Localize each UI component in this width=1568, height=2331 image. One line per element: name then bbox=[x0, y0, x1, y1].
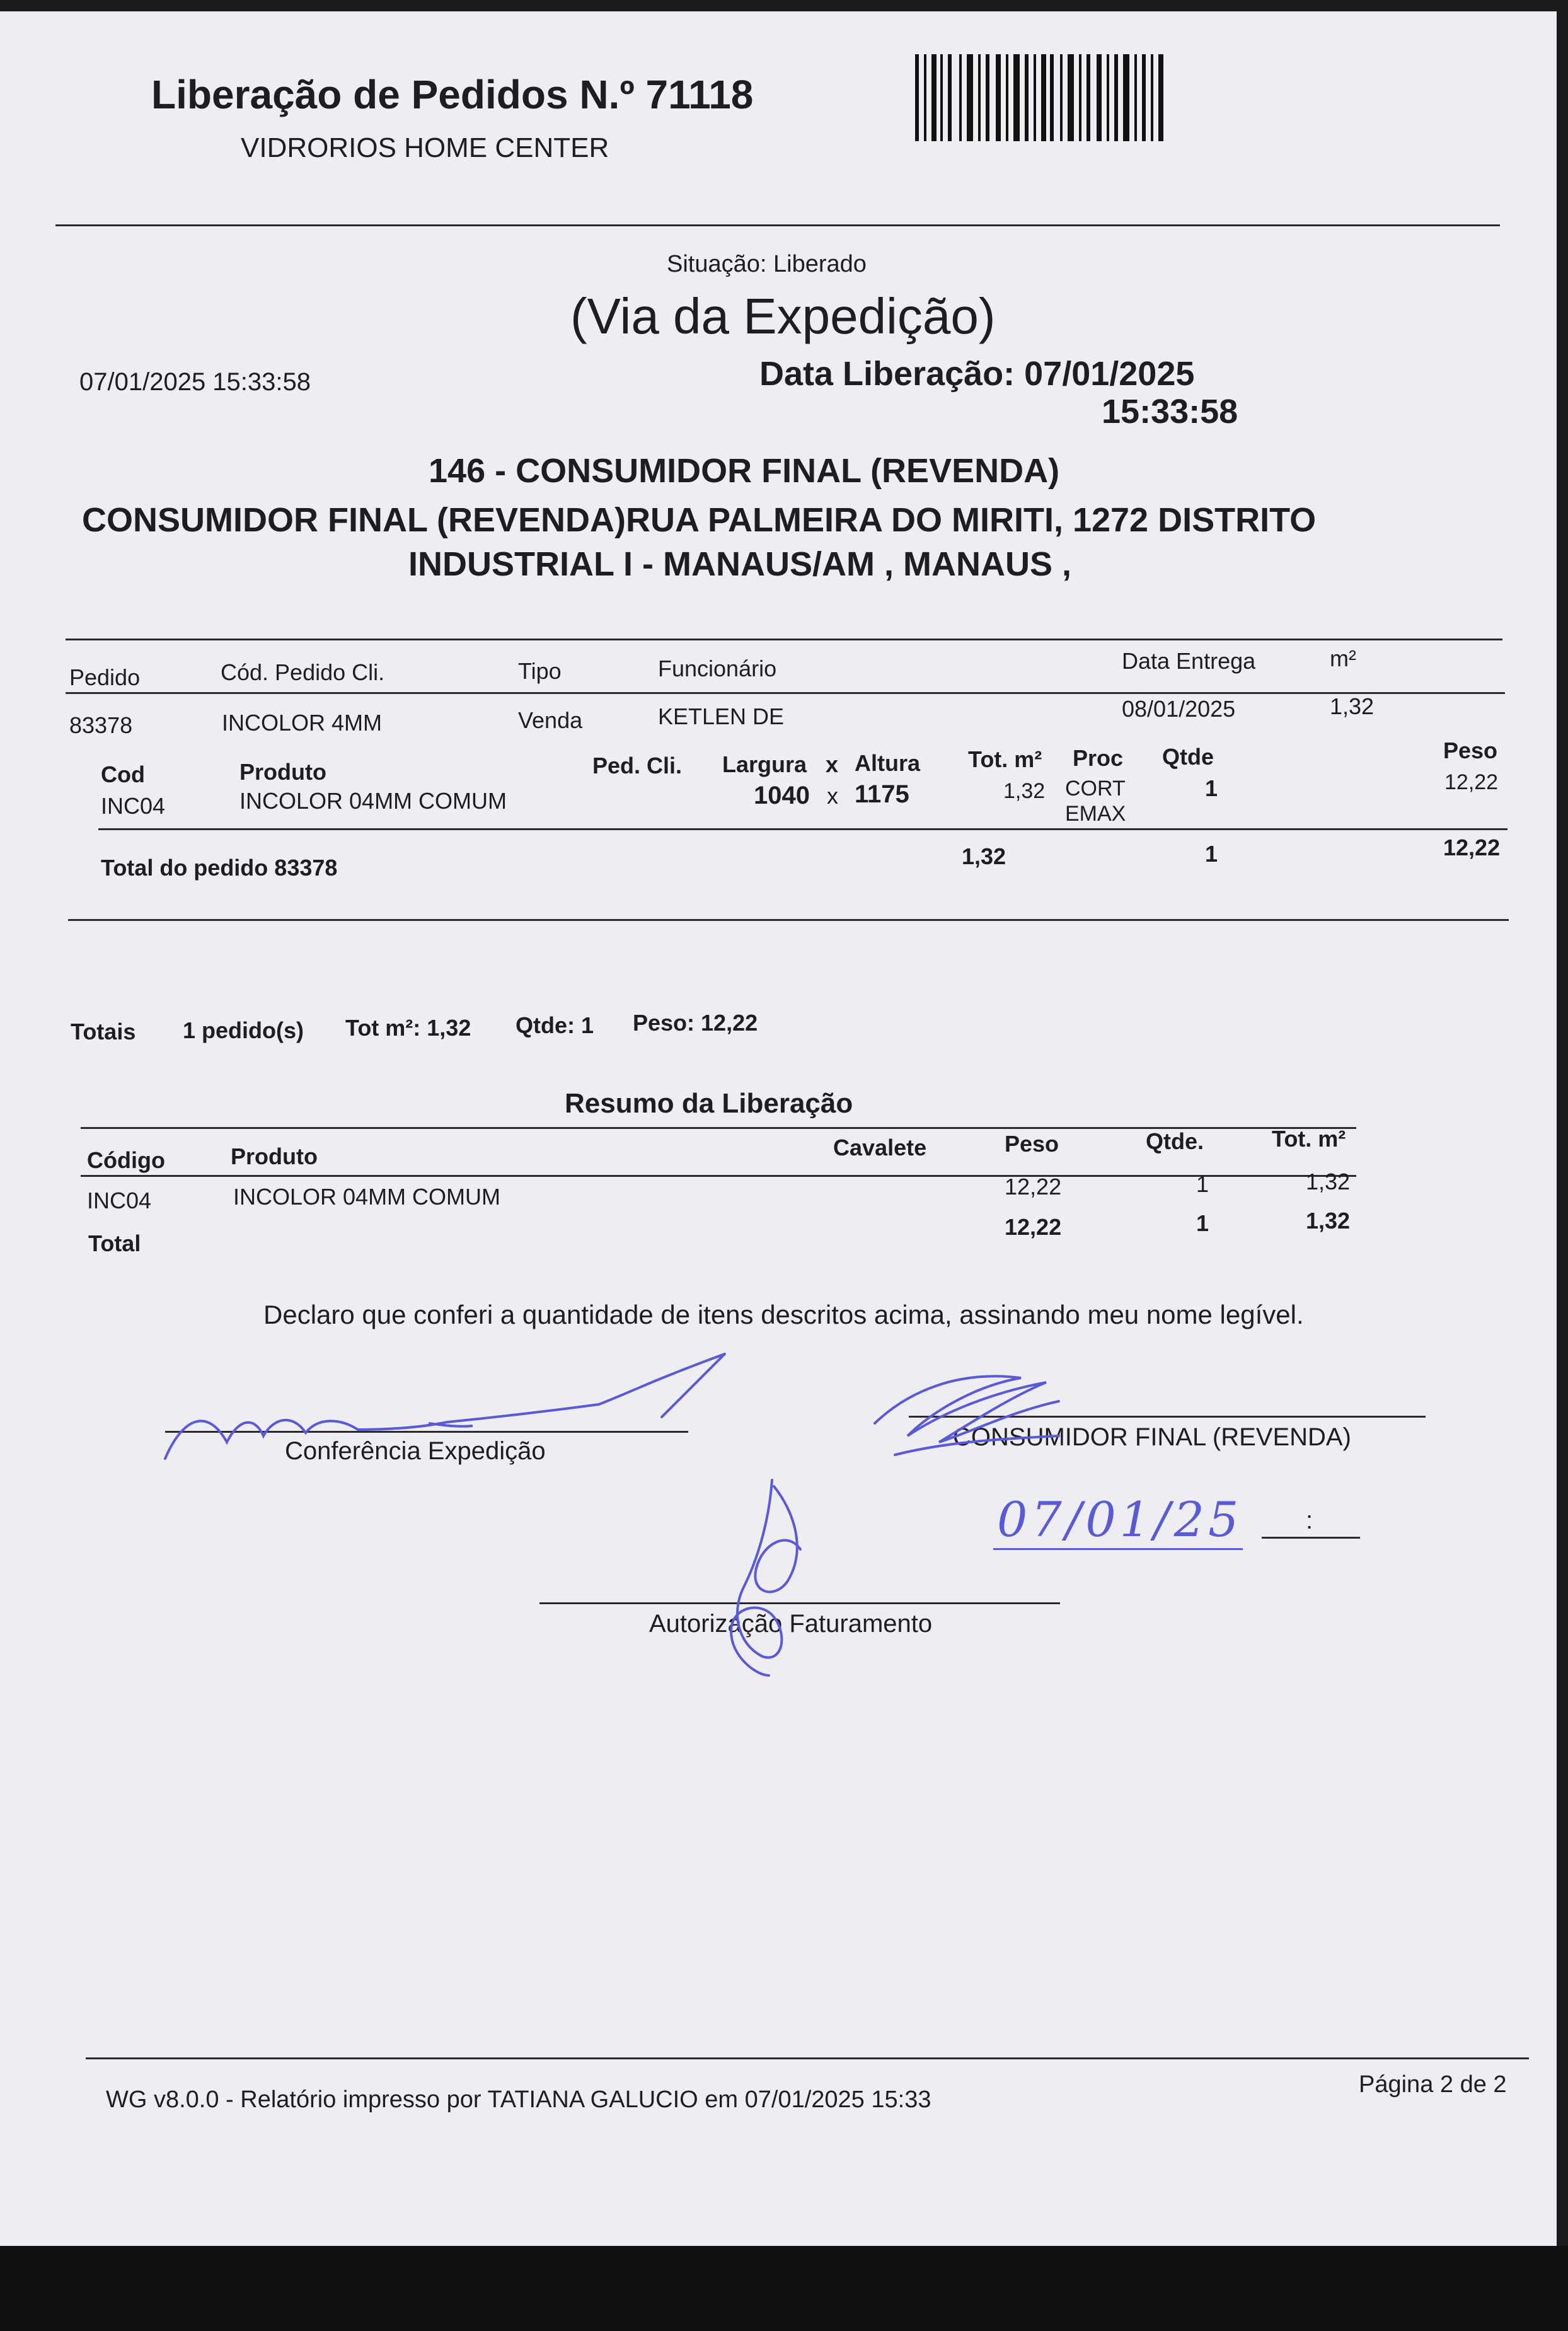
col-cod: Cod bbox=[101, 761, 145, 787]
scan-border bbox=[0, 2246, 1568, 2331]
col-x: x bbox=[826, 751, 839, 777]
summary-title: Resumo da Liberação bbox=[565, 1088, 853, 1119]
summary-qtde: 1 bbox=[1196, 1171, 1209, 1197]
summary-col-tot-m2: Tot. m² bbox=[1272, 1126, 1346, 1152]
summary-total-qtde: 1 bbox=[1196, 1210, 1209, 1236]
conferencia-label: Conferência Expedição bbox=[285, 1437, 546, 1465]
order-table-bottom-rule bbox=[68, 919, 1509, 921]
summary-codigo: INC04 bbox=[87, 1188, 152, 1213]
summary-col-cavalete: Cavalete bbox=[833, 1135, 927, 1160]
order-table-header-rule bbox=[66, 692, 1505, 694]
cell-cod-pedido-cli: INCOLOR 4MM bbox=[222, 710, 383, 736]
declaration-text: Declaro que conferi a quantidade de itens descritos acima, assinando meu nome legível. bbox=[263, 1300, 1304, 1329]
document-page bbox=[0, 11, 1557, 2246]
footer-page-number: Página 2 de 2 bbox=[1359, 2071, 1507, 2098]
cell-m2: 1,32 bbox=[1330, 693, 1375, 719]
item-tot-m2: 1,32 bbox=[1003, 779, 1046, 803]
summary-total-tot-m2: 1,32 bbox=[1306, 1208, 1351, 1234]
item-peso: 12,22 bbox=[1444, 770, 1499, 794]
printed-datetime: 07/01/2025 15:33:58 bbox=[79, 368, 311, 396]
col-ped-cli: Ped. Cli. bbox=[592, 753, 683, 778]
col-m2: m² bbox=[1330, 645, 1356, 671]
summary-peso: 12,22 bbox=[1005, 1174, 1062, 1200]
time-line bbox=[1262, 1537, 1360, 1539]
col-cod-pedido-cli: Cód. Pedido Cli. bbox=[221, 659, 385, 685]
time-separator: : bbox=[1306, 1507, 1313, 1534]
item-total-rule bbox=[98, 828, 1507, 830]
order-total-peso: 12,22 bbox=[1443, 835, 1501, 860]
footer-printed-by: WG v8.0.0 - Relatório impresso por TATIANA GALUCIO em 07/01/2025 15:33 bbox=[106, 2086, 931, 2113]
totals-m2: Tot m²: 1,32 bbox=[345, 1015, 471, 1041]
autorizacao-label: Autorização Faturamento bbox=[649, 1610, 933, 1638]
cell-tipo: Venda bbox=[518, 707, 583, 733]
conferencia-signature bbox=[158, 1348, 737, 1474]
summary-tot-m2: 1,32 bbox=[1306, 1169, 1351, 1194]
summary-produto: INCOLOR 04MM COMUM bbox=[233, 1184, 501, 1210]
order-total-m2: 1,32 bbox=[962, 843, 1006, 869]
item-altura: 1175 bbox=[855, 780, 909, 808]
item-x: x bbox=[827, 783, 838, 809]
item-qtde: 1 bbox=[1205, 775, 1218, 801]
summary-col-qtde: Qtde. bbox=[1146, 1128, 1204, 1154]
header-divider bbox=[55, 224, 1500, 226]
col-data-entrega: Data Entrega bbox=[1122, 648, 1256, 674]
consumidor-label: CONSUMIDOR FINAL (REVENDA) bbox=[953, 1423, 1351, 1451]
col-peso: Peso bbox=[1443, 737, 1498, 763]
col-tot-m2: Tot. m² bbox=[968, 746, 1042, 772]
summary-col-produto: Produto bbox=[231, 1143, 318, 1169]
col-produto: Produto bbox=[239, 759, 326, 785]
release-time: 15:33:58 bbox=[1102, 393, 1238, 431]
item-produto: INCOLOR 04MM COMUM bbox=[239, 788, 507, 814]
cell-funcionario: KETLEN DE bbox=[658, 703, 785, 729]
col-pedido: Pedido bbox=[69, 664, 141, 690]
summary-total-label: Total bbox=[88, 1230, 141, 1256]
order-table-top-rule bbox=[66, 639, 1502, 640]
item-proc-line1: CORT bbox=[1065, 777, 1126, 801]
autorizacao-signature bbox=[712, 1474, 813, 1688]
item-largura: 1040 bbox=[754, 782, 810, 809]
col-proc: Proc bbox=[1073, 745, 1124, 771]
handwritten-date-underline bbox=[993, 1548, 1243, 1550]
consumidor-signature bbox=[870, 1367, 1071, 1467]
totals-pedidos: 1 pedido(s) bbox=[183, 1017, 304, 1043]
summary-total-peso: 12,22 bbox=[1005, 1214, 1062, 1240]
item-cod: INC04 bbox=[101, 793, 166, 819]
summary-col-peso: Peso bbox=[1005, 1131, 1059, 1157]
totals-label: Totais bbox=[71, 1019, 136, 1044]
col-qtde: Qtde bbox=[1162, 744, 1214, 770]
col-altura: Altura bbox=[855, 750, 921, 776]
item-proc-line2: EMAX bbox=[1065, 802, 1126, 826]
customer-title: 146 - CONSUMIDOR FINAL (REVENDA) bbox=[429, 452, 1060, 490]
col-tipo: Tipo bbox=[518, 658, 562, 684]
cell-pedido: 83378 bbox=[69, 712, 133, 738]
totals-peso: Peso: 12,22 bbox=[633, 1010, 758, 1036]
company-name: VIDRORIOS HOME CENTER bbox=[241, 132, 609, 163]
handwritten-date: 07/01/25 bbox=[997, 1491, 1243, 1547]
document-title: Liberação de Pedidos N.º 71118 bbox=[151, 72, 754, 117]
col-largura: Largura bbox=[722, 751, 807, 777]
barcode bbox=[915, 54, 1167, 142]
customer-address-line1: CONSUMIDOR FINAL (REVENDA)RUA PALMEIRA DO MIRITI, 1272 DISTRITO bbox=[82, 501, 1317, 539]
cell-data-entrega: 08/01/2025 bbox=[1122, 696, 1236, 722]
col-funcionario: Funcionário bbox=[658, 656, 777, 681]
footer-rule bbox=[86, 2057, 1529, 2059]
order-total-label: Total do pedido 83378 bbox=[101, 855, 338, 881]
summary-header-rule bbox=[81, 1175, 1356, 1177]
status-text: Situação: Liberado bbox=[667, 251, 867, 277]
totals-qtde: Qtde: 1 bbox=[516, 1012, 594, 1038]
order-total-qtde: 1 bbox=[1205, 841, 1218, 867]
release-date: Data Liberação: 07/01/2025 bbox=[759, 355, 1195, 393]
copy-label: (Via da Expedição) bbox=[570, 288, 996, 344]
customer-address-line2: INDUSTRIAL I - MANAUS/AM , MANAUS , bbox=[408, 545, 1071, 583]
summary-col-codigo: Código bbox=[87, 1147, 165, 1173]
